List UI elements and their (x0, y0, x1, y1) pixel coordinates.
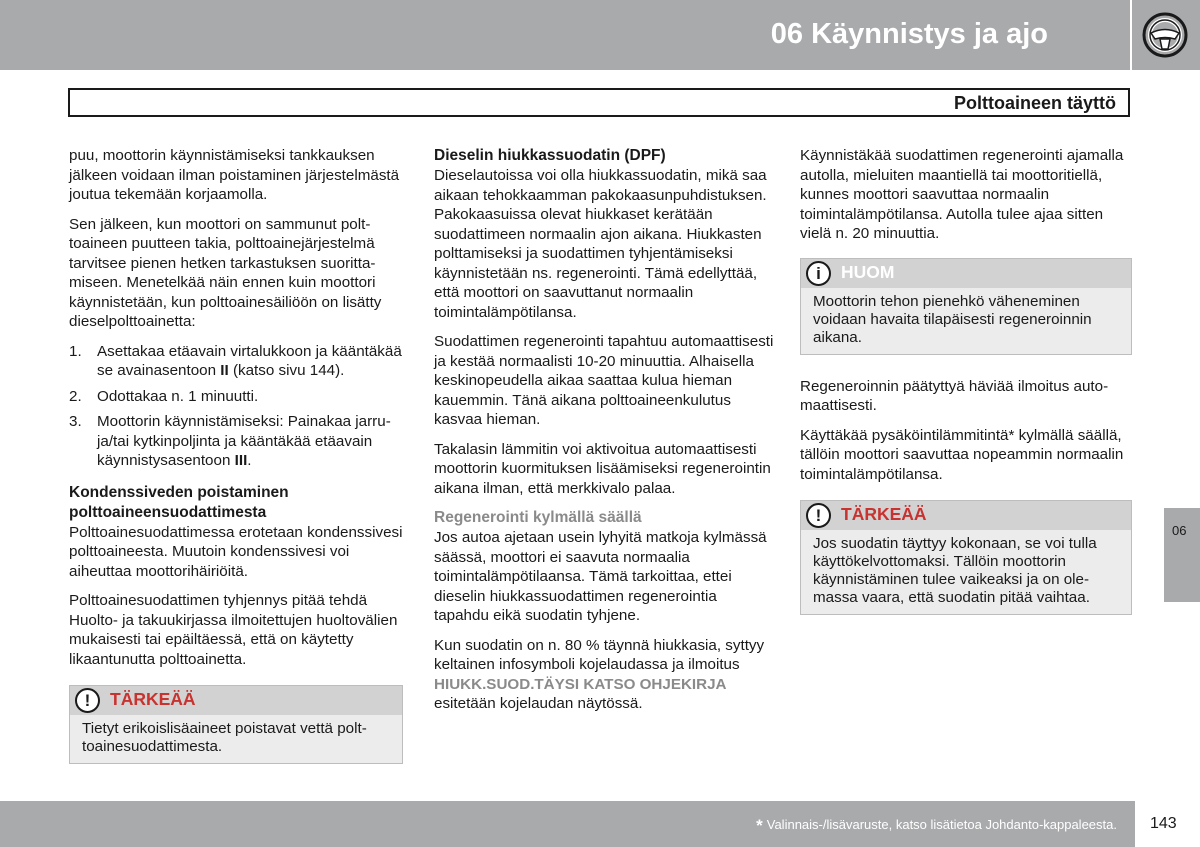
paragraph: Sen jälkeen, kun moottori on sammunut polttoaineen puutteen takia, polttoainejärjestelmä tarvitsee pienen hetken tarkastuksen suorittamiseen. Menetelkää näin ennen kuin moottori käynnistetään, kun polttoainesäiliöön on lisätty dieselpolttoainetta: (69, 215, 382, 330)
info-box-header (801, 259, 1131, 288)
column-2 (434, 146, 774, 724)
footnote (756, 816, 1117, 836)
paragraph-text: Kun suodatin on n. 80 % täynnä hiukkasia, syttyy keltainen infosymboli kojelaudassa ja ilmoitus (434, 636, 765, 673)
step-number: 1. (69, 342, 82, 360)
list-item (69, 342, 403, 381)
paragraph: Käynnistäkää suodattimen regenerointi ajamalla autolla, mieluiten maantiellä tai moottoritiellä, kunnes moottori saavuttaa normaalin toimintalämpötilansa. Autolla tulee ajaa sitten vielä n. 20 minuuttia. (800, 147, 1124, 242)
subsection-subheading: Regenerointi kylmällä säällä (434, 509, 642, 526)
warning-box (69, 685, 403, 764)
info-icon: i (806, 261, 831, 286)
warning-title: TÄRKEÄÄ (110, 689, 196, 709)
column-1 (69, 146, 403, 778)
steps-list (69, 342, 403, 471)
paragraph: Käyttäkää pysäköintilämmitintä* kylmällä säällä, tällöin moottori saavuttaa nopeammin normaalin toimintalämpötilansa. (800, 426, 1124, 483)
subsection-heading: Dieselin hiukkassuodatin (DPF) (434, 147, 666, 164)
paragraph: Polttoainesuodattimen tyhjennys pitää tehdä Huolto- ja takuukirjassa ilmoitettujen huoltovälien mukaisesti tai epäiltäessä, että on käytetty likaantunutta polttoainetta. (69, 592, 398, 668)
paragraph: Regeneroinnin päätyttyä häviää ilmoitus automaattisesti. (800, 377, 1109, 414)
header-bar (0, 0, 1130, 70)
paragraph: puu, moottorin käynnistämiseksi tankkauksen jälkeen voidaan ilman poistaminen järjestelmästä joutua tekemään korjaamolla. (69, 147, 400, 203)
step-number: 2. (69, 387, 82, 405)
footer-bar (0, 801, 1135, 847)
step-text: Odottakaa n. 1 minuutti. (97, 387, 259, 405)
paragraph: Jos autoa ajetaan usein lyhyitä matkoja kylmässä säässä, moottori ei saavuta normaalia toimintalämpötilaansa. Tämä tarkoittaa, ettei dieselin hiukkassuodattimen regenerointia tapahdu eikä suodatin tyhjene. (434, 529, 767, 624)
key-position: III (234, 452, 248, 469)
warning-text: Tietyt erikoislisäaineet poistavat vettä polttoainesuodattimesta. (70, 715, 402, 763)
chapter-icon-box (1132, 0, 1200, 70)
step-number: 3. (69, 413, 82, 430)
section-title: Polttoaineen täyttö (953, 93, 1116, 113)
footnote-text: Valinnais-/lisävaruste, katso lisätietoa Johdanto-kappaleesta. (766, 817, 1117, 832)
paragraph: Dieselautoissa voi olla hiukkassuodatin, mikä saa aikaan tehokkaamman pakokaasunpuhdistuksen. Pakokaasuissa olevat hiukkaset kerätään suodattimeen normaalin ajon aikana. Hiukkasten polttamiseksi ja suodattimen tyhjentämiseksi käynnistetään ns. regenerointi. Tämä edellyttää, että moottori on saavuttanut normaalin toimintalämpötilansa. (434, 167, 767, 321)
step-text-end: (katso sivu 144). (228, 362, 345, 379)
info-text: Moottorin tehon pienehkö väheneminen voidaan havaita tilapäisesti regeneroinnin aikana. (801, 288, 1131, 354)
chapter-title: 06 Käynnistys ja ajo (770, 18, 1048, 50)
warning-box-header (70, 686, 402, 715)
info-box (800, 258, 1132, 355)
warning-box (800, 500, 1132, 615)
info-title: HUOM (841, 261, 895, 282)
warning-title: TÄRKEÄÄ (841, 504, 927, 524)
step-text: Moottorin käynnistämiseksi: Painakaa jarru- ja/tai kytkinpoljinta ja kääntäkää etäavain käynnistysasentoon (97, 413, 391, 469)
list-item (69, 387, 403, 407)
page-number: 143 (1150, 815, 1177, 832)
column-3 (800, 146, 1132, 629)
step-text: Asettakaa etäavain virtalukkoon ja kääntäkää se avainasentoon (97, 342, 402, 379)
key-position: II (220, 362, 229, 379)
list-item (69, 412, 403, 471)
footnote-star: * (756, 816, 763, 835)
section-title-box (68, 88, 1130, 117)
paragraph: Polttoainesuodattimessa erotetaan kondenssivesi polttoaineesta. Muutoin kondenssivesi voi aiheuttaa moottorihäiriöitä. (69, 523, 403, 580)
step-text-end: . (247, 452, 252, 469)
display-message: HIUKK.SUOD.TÄYSI KATSO OHJEKIRJA (434, 675, 727, 693)
exclamation-icon: ! (806, 503, 831, 528)
warning-box-header (801, 501, 1131, 530)
chapter-tab (1164, 508, 1200, 602)
chapter-tab-label: 06 (1172, 523, 1187, 538)
paragraph-text-end: esitetään kojelaudan näytössä. (434, 695, 643, 712)
paragraph (434, 636, 774, 714)
subsection-heading: Kondenssiveden poistaminen polttoaineensuodattimesta (69, 483, 289, 521)
steering-wheel-icon (1142, 12, 1188, 58)
warning-text: Jos suodatin täyttyy kokonaan, se voi tulla käyttökelvottomaksi. Tällöin moottorin käynnistäminen tulee vaikeaksi ja on olemassa vaara, että suodatin pitää vaihtaa. (801, 530, 1131, 614)
paragraph: Suodattimen regenerointi tapahtuu automaattisesti ja kestää normaalisti 10-20 minuuttia. Alhaisella keskinopeudella aikaa saattaa kulua hieman kauemmin. Tänä aikana polttoaineenkulutus kasvaa hieman. (434, 333, 774, 428)
paragraph: Takalasin lämmitin voi aktivoitua automaattisesti moottorin kuormituksen lisäämiseksi regenerointin aikana ilman, että merkkivalo palaa. (434, 440, 771, 497)
exclamation-icon: ! (75, 688, 100, 713)
